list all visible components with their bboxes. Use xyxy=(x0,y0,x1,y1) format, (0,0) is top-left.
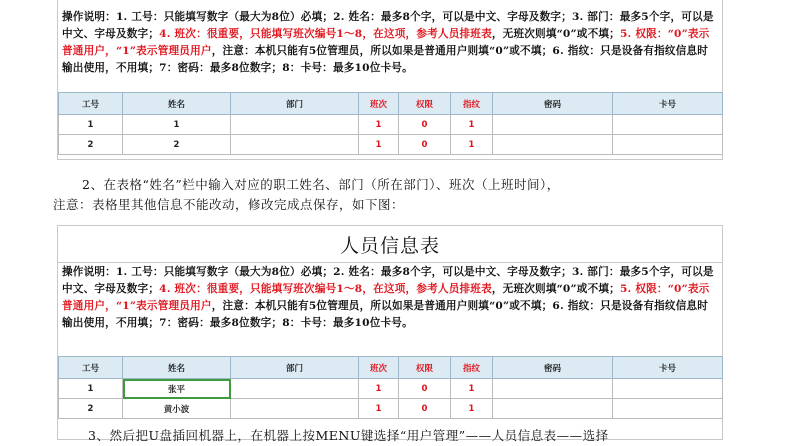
table-row xyxy=(59,115,723,135)
note-part-3: ，无班次则填“0”或不填； xyxy=(491,283,620,295)
cell-password[interactable] xyxy=(493,135,613,155)
step-2-paragraph: 2、在表格“姓名”栏中输入对应的职工姓名、部门（所在部门）、班次（上班时间）， xyxy=(82,177,560,192)
note-part-2: 4. 班次：很重要，只能填写班次编号1～8，在这项，参考人员排班表 xyxy=(159,283,492,295)
note-part-2: 4. 班次：很重要，只能填写班次编号1～8，在这项，参考人员排班表 xyxy=(159,28,492,40)
header-id: 工号 xyxy=(59,357,123,379)
table-row xyxy=(59,135,723,155)
table-row xyxy=(59,379,723,399)
instructions-note xyxy=(58,263,722,332)
cell-shift[interactable]: 1 xyxy=(359,135,399,155)
note-part-4: 5. 权限：“0”表示普通用户，“1”表示管理员用户 xyxy=(62,283,710,312)
cell-shift[interactable]: 1 xyxy=(359,115,399,135)
note-part-4: 5. 权限：“0”表示普通用户，“1”表示管理员用户 xyxy=(62,28,710,57)
header-permission: 权限 xyxy=(399,93,451,115)
note-part-1: 操作说明：1. 工号：只能填写数字（最大为8位）必填；2. 姓名：最多8个字，可以是中文、字母及数字；3. 部门：最多5个字，可以是中文、字母及数字； xyxy=(62,11,714,40)
user-table-bottom xyxy=(58,356,723,419)
cell-fingerprint[interactable]: 1 xyxy=(451,379,493,399)
header-row xyxy=(59,357,723,379)
cell-password[interactable] xyxy=(493,115,613,135)
cell-name[interactable]: 黄小波 xyxy=(123,399,231,419)
note-part-3: ，无班次则填“0”或不填； xyxy=(491,28,620,40)
note-part-5: ，注意：本机只能有5位管理员，所以如果是普通用户则填“0”或不填；6. 指纹：只是设备有指纹信息时输出使用，不用填；7：密码：最多8位数字；8：卡号：最多10位卡号。 xyxy=(62,300,709,329)
cell-id[interactable]: 2 xyxy=(59,135,123,155)
header-password: 密码 xyxy=(493,357,613,379)
cell-name-selected[interactable]: 张平 xyxy=(123,379,231,399)
table-row xyxy=(59,399,723,419)
cell-department[interactable] xyxy=(231,399,359,419)
cell-permission[interactable]: 0 xyxy=(399,379,451,399)
cell-department[interactable] xyxy=(231,115,359,135)
cell-department[interactable] xyxy=(231,135,359,155)
cell-shift[interactable]: 1 xyxy=(359,379,399,399)
cell-fingerprint[interactable]: 1 xyxy=(451,115,493,135)
step-3-paragraph: 3、然后把U盘插回机器上，在机器上按MENU键选择“用户管理”——人员信息表——选择 xyxy=(88,428,609,443)
header-name: 姓名 xyxy=(123,93,231,115)
header-permission: 权限 xyxy=(399,357,451,379)
cell-password[interactable] xyxy=(493,379,613,399)
cell-fingerprint[interactable]: 1 xyxy=(451,399,493,419)
cell-permission[interactable]: 0 xyxy=(399,115,451,135)
user-table-top xyxy=(58,92,723,155)
cell-name[interactable]: 2 xyxy=(123,135,231,155)
header-card: 卡号 xyxy=(613,357,723,379)
cell-shift[interactable]: 1 xyxy=(359,399,399,419)
header-card: 卡号 xyxy=(613,93,723,115)
cell-card[interactable] xyxy=(613,399,723,419)
cell-department[interactable] xyxy=(231,379,359,399)
cell-password[interactable] xyxy=(493,399,613,419)
cell-id[interactable]: 1 xyxy=(59,115,123,135)
header-department: 部门 xyxy=(231,357,359,379)
note-part-1: 操作说明：1. 工号：只能填写数字（最大为8位）必填；2. 姓名：最多8个字，可以是中文、字母及数字；3. 部门：最多5个字，可以是中文、字母及数字； xyxy=(62,266,714,295)
header-name: 姓名 xyxy=(123,357,231,379)
cell-card[interactable] xyxy=(613,379,723,399)
header-row xyxy=(59,93,723,115)
attention-paragraph: 注意：表格里其他信息不能改动，修改完成点保存，如下图： xyxy=(53,197,405,212)
header-fingerprint: 指纹 xyxy=(451,357,493,379)
cell-id[interactable]: 2 xyxy=(59,399,123,419)
instructions-note xyxy=(58,0,722,77)
header-id: 工号 xyxy=(59,93,123,115)
cell-name[interactable]: 1 xyxy=(123,115,231,135)
cell-fingerprint[interactable]: 1 xyxy=(451,135,493,155)
sheet-title: 人员信息表 xyxy=(58,226,722,263)
cell-card[interactable] xyxy=(613,135,723,155)
spreadsheet-bottom xyxy=(57,225,723,440)
cell-permission[interactable]: 0 xyxy=(399,135,451,155)
header-password: 密码 xyxy=(493,93,613,115)
header-shift: 班次 xyxy=(359,93,399,115)
cell-card[interactable] xyxy=(613,115,723,135)
cell-id[interactable]: 1 xyxy=(59,379,123,399)
cell-permission[interactable]: 0 xyxy=(399,399,451,419)
note-part-5: ，注意：本机只能有5位管理员，所以如果是普通用户则填“0”或不填；6. 指纹：只是设备有指纹信息时输出使用，不用填；7：密码：最多8位数字；8：卡号：最多10位卡号。 xyxy=(62,45,709,74)
header-department: 部门 xyxy=(231,93,359,115)
spreadsheet-top xyxy=(57,0,723,160)
header-shift: 班次 xyxy=(359,357,399,379)
header-fingerprint: 指纹 xyxy=(451,93,493,115)
